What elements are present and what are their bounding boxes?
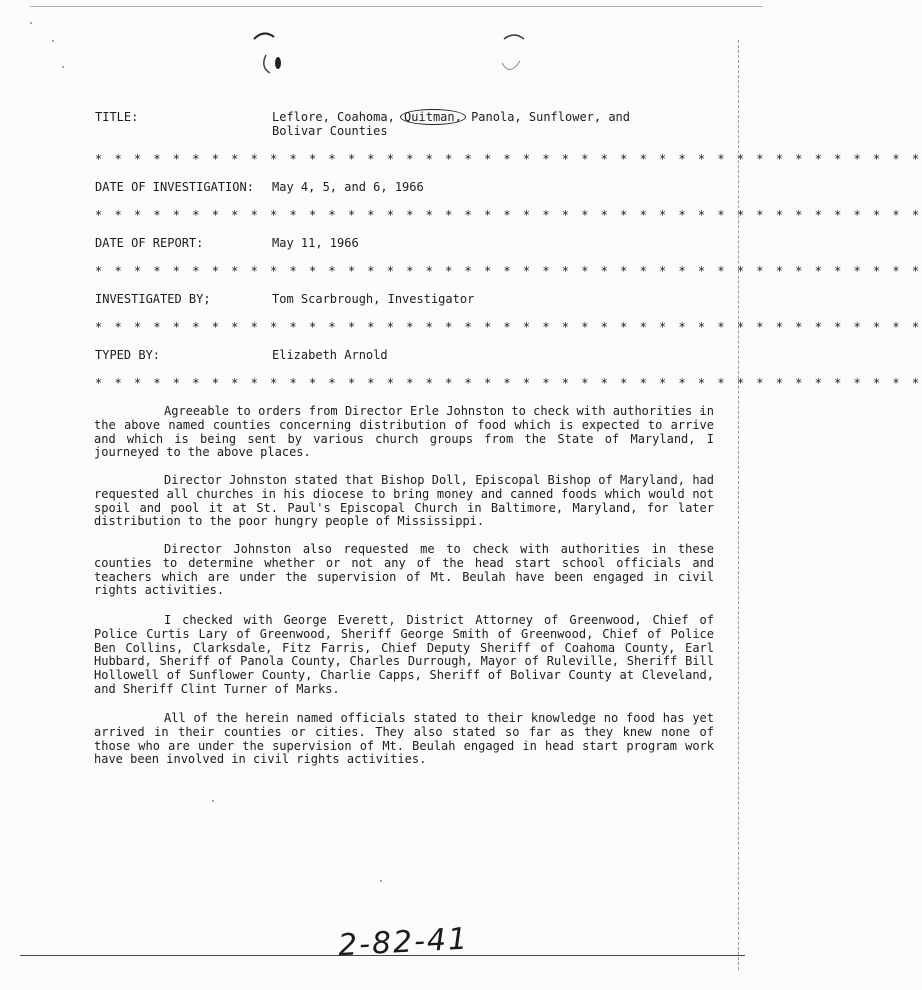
body-paragraph: I checked with George Everett, District Attorney of Greenwood, Chief of Police Curtis Lary of Greenwood, Sheriff George Smith of Greenwood, Chief of Police Ben Collins, Clarksdale, Fitz Farris, Chief Deputy Sheriff of Coahoma County, Earl Hubbard, Sheriff of Panola County, Charles Durrough, Mayor of Ruleville, Sheriff Bill Hollowell of Sunflower County, Charlie Capps, Sheriff of Bolivar County at Cleveland, and Sheriff Clint Turner of Marks. <box>94 613 714 696</box>
title-part-2: Panola, Sunflower, and <box>463 110 631 124</box>
title-value <box>272 110 630 124</box>
scan-speck <box>30 22 32 24</box>
title-line-2: Bolivar Counties <box>272 124 388 138</box>
body-paragraph: Director Johnston also requested me to check with authorities in these counties to determine whether or not any of the head start school officials and teachers which are under the supervision of Mt. Beulah have been engaged in civil rights activities. <box>94 542 714 598</box>
body-paragraph: Director Johnston stated that Bishop Doll, Episcopal Bishop of Maryland, had requested all churches in his diocese to bring money and canned foods which would not spoil and pool it at St. Paul's Episcopal Church in Baltimore, Maryland, for later distribution to the poor hungry people of Mississippi. <box>94 473 714 529</box>
scan-speck <box>380 880 382 882</box>
separator-line: * * * * * * * * * * * * * * * * * * * * * * * * * * * * * * * * * * * * * * * * * * * <box>95 208 922 222</box>
title-label: TITLE: <box>95 110 139 124</box>
investigation-date-label: DATE OF INVESTIGATION: <box>95 180 254 194</box>
scan-speck <box>62 66 64 68</box>
investigated-by-value: Tom Scarbrough, Investigator <box>272 292 475 306</box>
investigation-date-value: May 4, 5, and 6, 1966 <box>272 180 424 194</box>
body-paragraph: Agreeable to orders from Director Erle Johnston to check with authorities in the above named counties concerning distribution of food which is expected to arrive and which is being sent by various church groups from the State of Maryland, I journeyed to the above places. <box>94 404 714 460</box>
typed-by-label: TYPED BY: <box>95 348 161 362</box>
circled-county: Quitman, <box>400 109 466 125</box>
separator-line: * * * * * * * * * * * * * * * * * * * * * * * * * * * * * * * * * * * * * * * * * * * <box>95 376 922 390</box>
scan-speck <box>52 40 54 42</box>
report-date-label: DATE OF REPORT: <box>95 236 204 250</box>
punch-hole-marks <box>240 25 540 85</box>
title-part-1: Leflore, Coahoma, <box>272 110 403 124</box>
separator-line: * * * * * * * * * * * * * * * * * * * * * * * * * * * * * * * * * * * * * * * * * * * <box>95 152 922 166</box>
typed-by-value: Elizabeth Arnold <box>272 348 388 362</box>
scan-speck <box>212 800 214 802</box>
separator-line: * * * * * * * * * * * * * * * * * * * * * * * * * * * * * * * * * * * * * * * * * * * <box>95 264 922 278</box>
document-number: 2-82-41 <box>337 921 470 964</box>
investigated-by-label: INVESTIGATED BY; <box>95 292 211 306</box>
top-scan-edge <box>30 6 763 7</box>
right-margin-line <box>738 40 740 970</box>
body-paragraph: All of the herein named officials stated to their knowledge no food has yet arrived in their counties or cities. They also stated so far as they knew none of those who are under the supervision of Mt. Beulah engaged in head start program work have been involved in civil rights activities. <box>94 711 714 767</box>
report-date-value: May 11, 1966 <box>272 236 359 250</box>
separator-line: * * * * * * * * * * * * * * * * * * * * * * * * * * * * * * * * * * * * * * * * * * * <box>95 320 922 334</box>
